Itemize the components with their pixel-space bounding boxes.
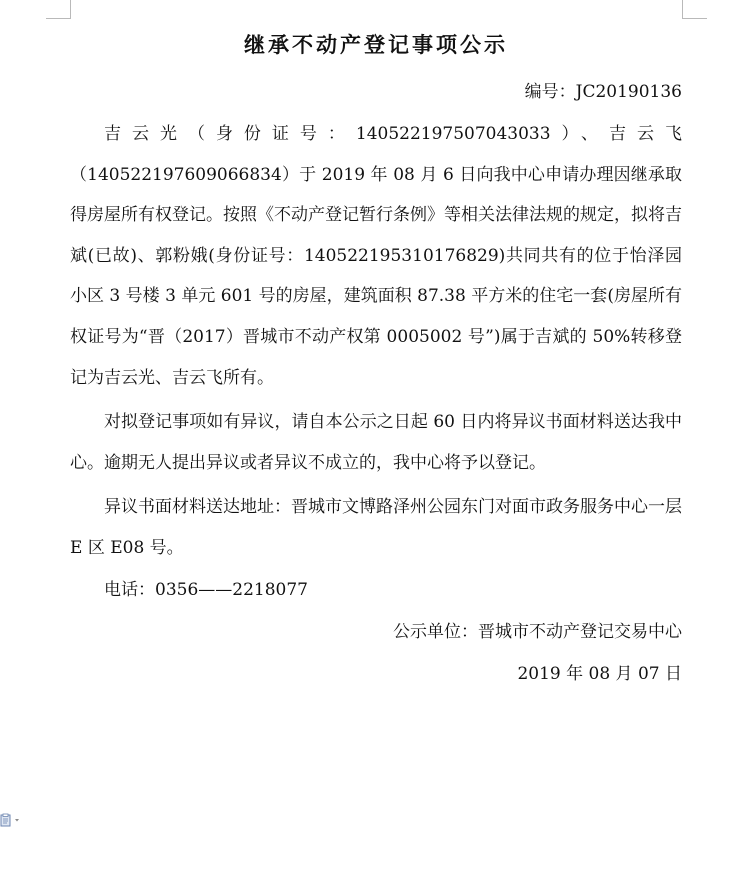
paragraph-application: 吉云光（身份证号：140522197507043033）、吉云飞（140522197609066834）于 2019 年 08 月 6 日向我中心申请办理因继承取得房屋所有权登记。按照《不动产登记暂行条例》等相关法律法规的规定，拟将吉斌(已故)、郭粉娥(身份证号：140522195310176829)共同共有的位于怡泽园小区 3 号楼 3 单元 601 号的房屋，建筑面积 87.38 平方米的住宅一套(房屋所有权证号为“晋（2017）晋城市不动产权第 0005002 号”)属于吉斌的 50%转移登记为吉云光、吉云飞所有。 [70,124,682,388]
paragraph-objection: 对拟登记事项如有异议，请自本公示之日起 60 日内将异议书面材料送达我中心。逾期无人提出异议或者异议不成立的，我中心将予以登记。 [70,412,682,473]
page-title: 继承不动产登记事项公示 [244,32,508,57]
paste-options-icon[interactable] [0,812,22,826]
paragraph-address: 异议书面材料送达地址：晋城市文博路泽州公园东门对面市政务服务中心一层 E 区 E08 号。 [70,497,682,558]
phone-line: 电话：0356——2218077 [104,579,308,600]
document-number: 编号：JC20190136 [524,82,682,102]
document-body[interactable] [70,26,682,695]
crop-mark-top-right [682,0,707,19]
date-line: 2019 年 08 月 07 日 [517,663,682,684]
crop-mark-top-left [46,0,71,19]
issuer-line: 公示单位：晋城市不动产登记交易中心 [393,621,682,642]
